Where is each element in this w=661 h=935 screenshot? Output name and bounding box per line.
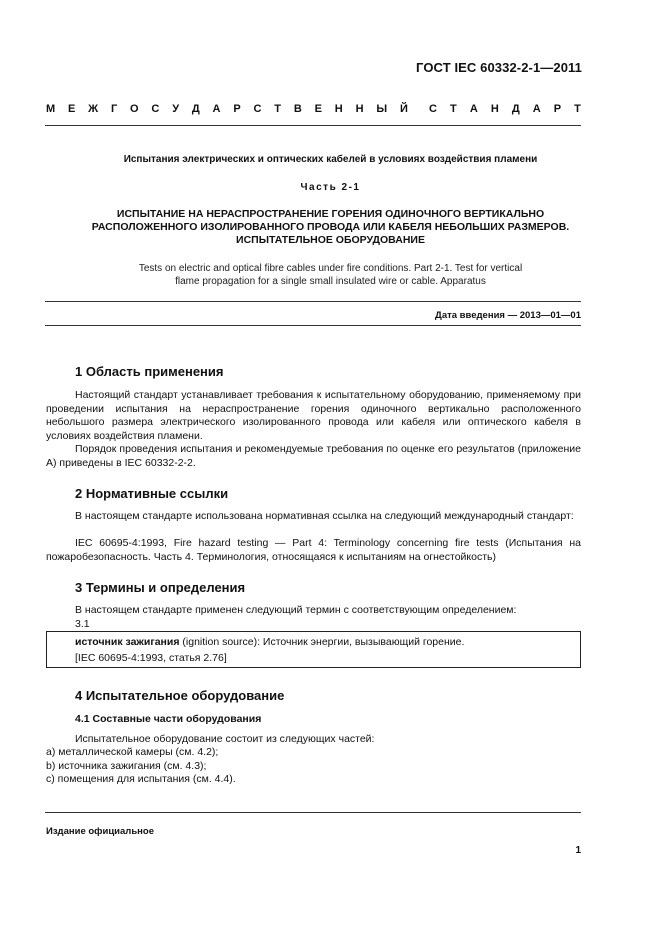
main-title-line: ИСПЫТАНИЕ НА НЕРАСПРОСТРАНЕНИЕ ГОРЕНИЯ ОДИНОЧНОГО ВЕРТИКАЛЬНО — [116, 208, 545, 220]
section-3-heading: 3 Термины и определения — [75, 580, 246, 595]
spread-letter: О — [130, 103, 139, 115]
section-1-paragraph-1: Настоящий стандарт устанавливает требования к испытательному оборудованию, применяемому при проведении испытания на нераспространение горения одиночного вертикально расположенного небольшого размера электрического изолированного провода или кабеля или оптического кабеля в условиях воздействия пламени. — [46, 389, 581, 442]
term-reference: [IEC 60695-4:1993, статья 2.76] — [75, 652, 227, 664]
spread-letter: Е — [314, 103, 322, 115]
spread-letter: Д — [511, 103, 520, 115]
section-2-paragraph-2: IEC 60695-4:1993, Fire hazard testing — Part 4: Terminology concerning fire tests (Испытания на пожаробезопасность. Часть 4. Терминология, относящаяся к испытаниям на огнестойкость) — [46, 537, 581, 563]
page-number: 1 — [575, 845, 581, 856]
section-1-heading: 1 Область применения — [75, 364, 224, 379]
main-title-line: ИСПЫТАТЕЛЬНОЕ ОБОРУДОВАНИЕ — [236, 234, 425, 246]
main-title-line: РАСПОЛОЖЕННОГО ИЗОЛИРОВАННОГО ПРОВОДА ИЛИ КАБЕЛЯ НЕБОЛЬШИХ РАЗМЕРОВ. — [91, 221, 570, 233]
spread-letter: С — [253, 103, 262, 115]
footer-divider — [45, 812, 581, 813]
section-2-paragraph-1: В настоящем стандарте использована нормативная ссылка на следующий международный стандарт: — [75, 510, 574, 522]
section-4-1-heading: 4.1 Составные части оборудования — [75, 713, 262, 725]
spread-letter: У — [172, 103, 180, 115]
term-number: 3.1 — [75, 618, 90, 630]
spread-letter: В — [293, 103, 302, 115]
section-4-heading: 4 Испытательное оборудование — [75, 688, 285, 703]
spread-letter: Р — [553, 103, 562, 115]
spread-letter: Н — [355, 103, 364, 115]
spread-letter: Ж — [88, 103, 99, 115]
list-item: а) металлической камеры (см. 4.2); — [46, 746, 219, 758]
interstate-standard-banner — [46, 103, 581, 115]
spread-letter: Т — [574, 103, 581, 115]
spread-letter: А — [532, 103, 541, 115]
section-3-paragraph: В настоящем стандарте применен следующий термин с соответствующим определением: — [75, 604, 517, 616]
english-title-line: Tests on electric and optical fibre cables under fire conditions. Part 2-1. Test for vertical — [138, 263, 523, 274]
component-list — [46, 746, 581, 787]
spread-letter: Ы — [376, 103, 388, 115]
list-item: с) помещения для испытания (см. 4.4). — [46, 773, 236, 785]
spread-letter: Г — [110, 103, 118, 115]
spread-letter: А — [212, 103, 221, 115]
spread-letter: Т — [450, 103, 457, 115]
section-1-paragraph-2: Порядок проведения испытания и рекомендуемые требования по оценке его результатов (приложение А) приведены в IEC 60332-2-2. — [46, 443, 581, 469]
section-2-heading: 2 Нормативные ссылки — [75, 486, 229, 501]
standard-word — [429, 103, 581, 115]
spread-letter: Й — [399, 103, 408, 115]
main-title — [20, 208, 641, 247]
spread-letter: Р — [233, 103, 241, 115]
list-item: b) источника зажигания (см. 4.3); — [46, 759, 207, 772]
term-definition-box — [46, 631, 581, 668]
spread-letter: А — [469, 103, 478, 115]
title-divider — [45, 301, 581, 302]
section-4-intro: Испытательное оборудование состоит из следующих частей: — [75, 733, 375, 745]
spread-letter: Н — [490, 103, 499, 115]
subtitle: Испытания электрических и оптических кабелей в условиях воздействия пламени — [123, 154, 538, 165]
spread-letter: С — [429, 103, 437, 115]
spread-letter: С — [151, 103, 160, 115]
term-text: (ignition source): Источник энергии, вызывающий горение. — [179, 636, 465, 648]
english-title — [20, 262, 641, 288]
spread-letter: Н — [334, 103, 343, 115]
interstate-word — [46, 103, 408, 115]
document-code: ГОСТ IEC 60332-2-1—2011 — [416, 60, 582, 75]
part-label: Часть 2-1 — [300, 182, 361, 193]
official-edition-label: Издание официальное — [46, 826, 154, 837]
top-divider — [45, 125, 581, 126]
date-divider — [45, 325, 581, 326]
spread-letter: М — [46, 103, 56, 115]
spread-letter: Т — [274, 103, 282, 115]
intro-date: Дата введения — 2013—01—01 — [435, 310, 581, 321]
spread-letter: Е — [68, 103, 76, 115]
english-title-line: flame propagation for a single small insulated wire or cable. Apparatus — [175, 276, 486, 287]
term-definition — [75, 636, 464, 650]
term-name: источник зажигания — [75, 636, 180, 648]
spread-letter: Д — [191, 103, 200, 115]
